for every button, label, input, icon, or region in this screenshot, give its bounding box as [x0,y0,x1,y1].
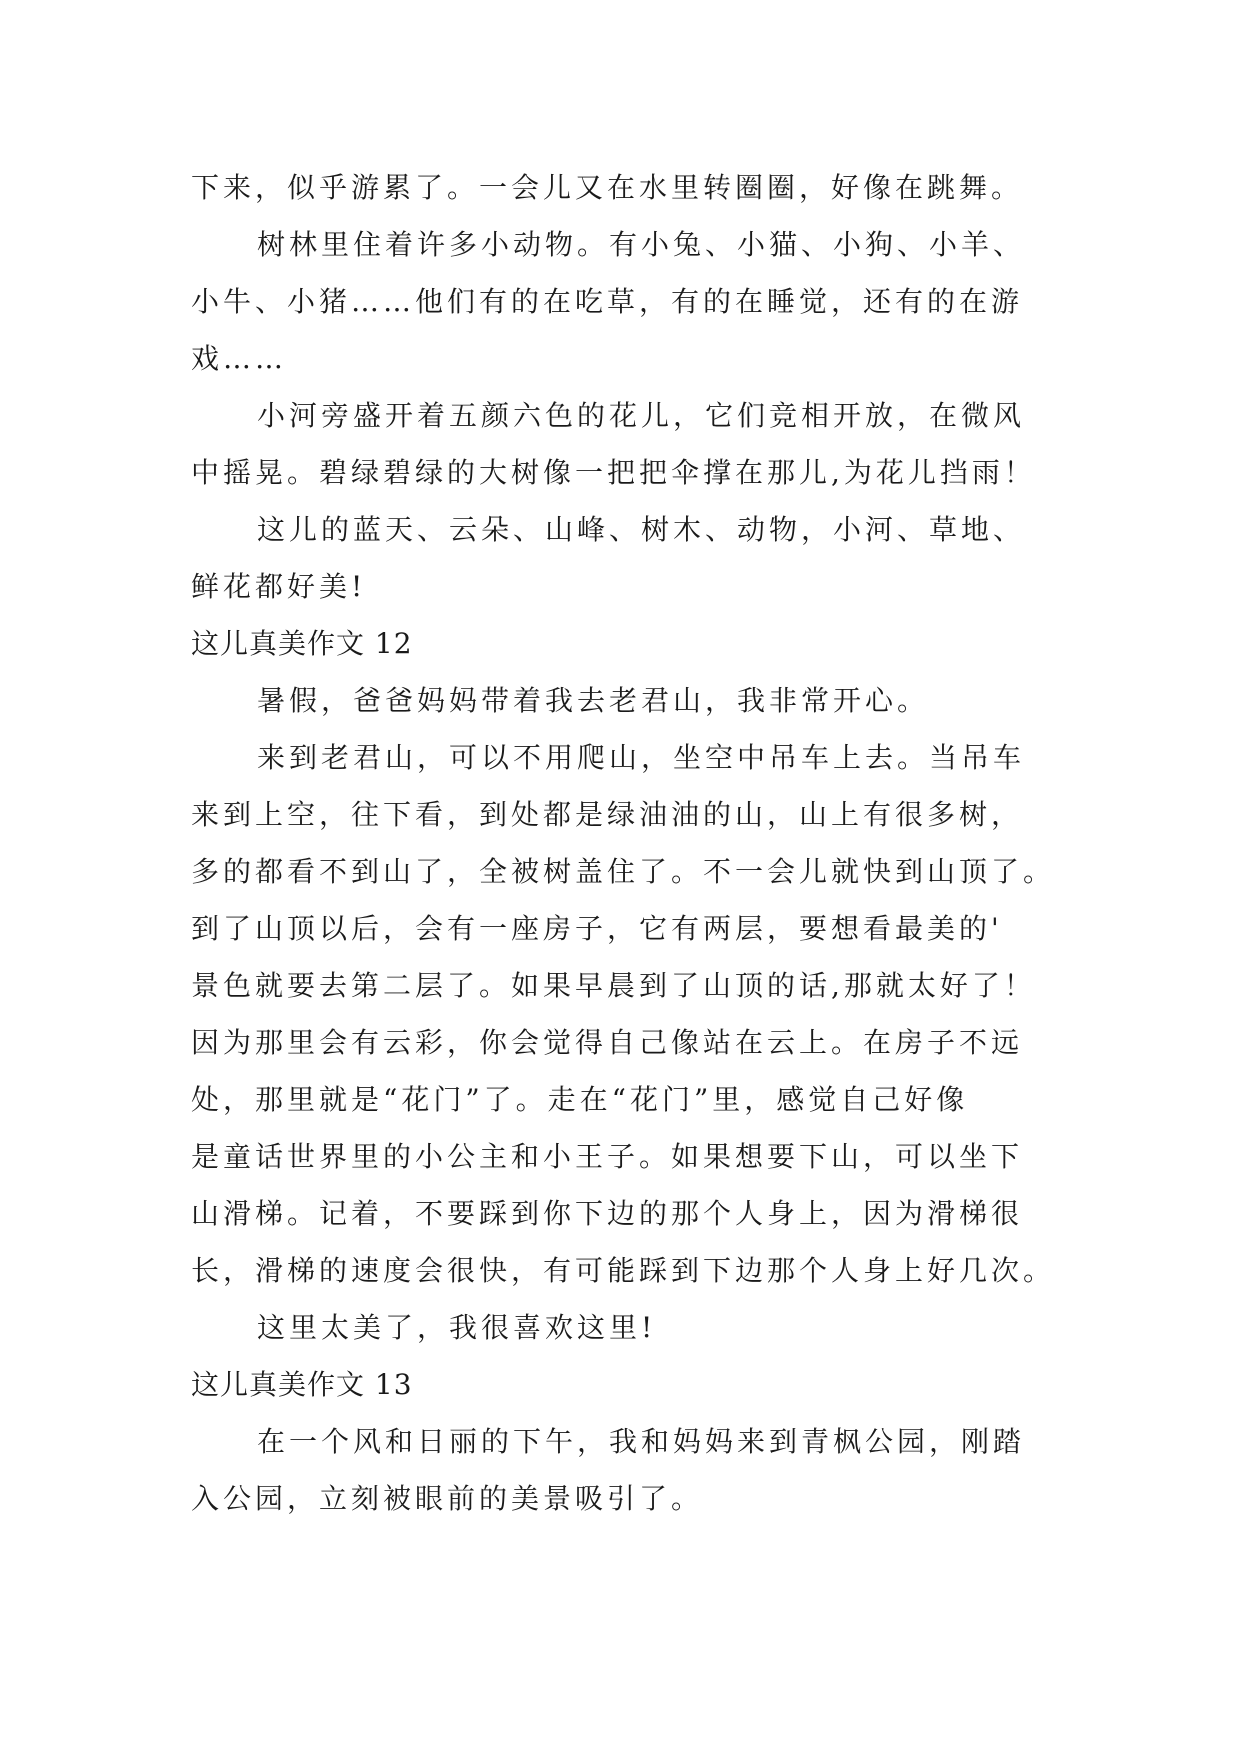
paragraph-start: 这里太美了，我很喜欢这里! [257,1311,657,1344]
text-line: 中摇晃。碧绿碧绿的大树像一把把伞撑在那儿,为花儿挡雨！ [191,456,1036,489]
text-line: 是童话世界里的小公主和小王子。如果想要下山，可以坐下 [191,1140,1024,1173]
paragraph-start: 树林里住着许多小动物。有小兔、小猫、小狗、小羊、 [257,228,1026,261]
text-line: 景色就要去第二层了。如果早晨到了山顶的话,那就太好了！ [191,969,1036,1002]
section-heading: 这儿真美作文 12 [191,627,413,660]
paragraph-start: 在一个风和日丽的下午，我和妈妈来到青枫公园，刚踏 [257,1425,1026,1458]
text-line: 到了山顶以后，会有一座房子，它有两层，要想看最美的' [191,912,1003,945]
paragraph-start: 小河旁盛开着五颜六色的花儿，它们竞相开放，在微风 [257,399,1026,432]
section-heading: 这儿真美作文 13 [191,1368,413,1401]
paragraph-start: 来到老君山，可以不用爬山，坐空中吊车上去。当吊车 [257,741,1026,774]
text-line: 入公园，立刻被眼前的美景吸引了。 [191,1482,704,1515]
text-line: 来到上空，往下看，到处都是绿油油的山，山上有很多树， [191,798,1024,831]
text-line: 下来，似乎游累了。一会儿又在水里转圈圈，好像在跳舞。 [191,171,1024,204]
text-line: 山滑梯。记着，不要踩到你下边的那个人身上，因为滑梯很 [191,1197,1024,1230]
text-line: 小牛、小猪……他们有的在吃草，有的在睡觉，还有的在游 [191,285,1024,318]
text-line: 因为那里会有云彩，你会觉得自己像站在云上。在房子不远 [191,1026,1024,1059]
paragraph-start: 这儿的蓝天、云朵、山峰、树木、动物，小河、草地、 [257,513,1026,546]
text-line: 处，那里就是“花门”了。走在“花门”里，感觉自己好像 [191,1083,969,1116]
text-line: 戏…… [191,342,288,375]
text-line: 多的都看不到山了，全被树盖住了。不一会儿就快到山顶了。 [191,855,1056,888]
text-line: 鲜花都好美! [191,570,367,603]
paragraph-start: 暑假，爸爸妈妈带着我去老君山，我非常开心。 [257,684,930,717]
text-line: 长，滑梯的速度会很快，有可能踩到下边那个人身上好几次。 [191,1254,1056,1287]
